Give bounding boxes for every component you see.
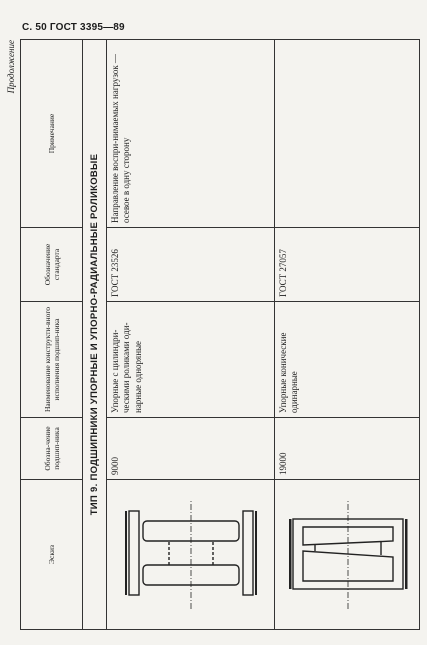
rotated-table-container <box>6 40 420 630</box>
table-row <box>107 40 275 630</box>
page-header: С. 50 ГОСТ 3395—89 <box>22 22 125 33</box>
note-cell <box>275 40 420 228</box>
column-header-sketch: Эскиз <box>21 480 83 630</box>
table-header-row <box>21 40 83 630</box>
construction-cell: Упорные конические одинарные <box>275 302 420 418</box>
column-header-note: Примечание <box>21 40 83 228</box>
designation-cell: 19000 <box>275 418 420 480</box>
table-row <box>275 40 420 630</box>
note-cell: Направление воспри-нимаемых нагрузок — осевое в одну сторону <box>107 40 275 228</box>
standard-cell: ГОСТ 23526 <box>107 228 275 302</box>
section-row <box>83 40 107 630</box>
cylindrical-roller-thrust-bearing-sketch <box>107 479 275 629</box>
column-header-construction: Наименование конструкти-вного исполнения подшип-ника <box>21 302 83 418</box>
standard-cell: ГОСТ 27057 <box>275 228 420 302</box>
column-header-standard: Обозначение стандарта <box>21 228 83 302</box>
section-title: ТИП 9. ПОДШИПНИКИ УПОРНЫЕ И УПОРНО-РАДИАЛЬНЫЕ РОЛИКОВЫЕ <box>83 40 107 630</box>
sketch-cell-cylindrical <box>107 480 275 630</box>
bearing-spec-table <box>20 39 420 630</box>
tapered-roller-thrust-bearing-sketch <box>275 479 421 629</box>
sketch-cell-conical <box>275 480 420 630</box>
column-header-designation: Обозна-чение подшип-ника <box>21 418 83 480</box>
construction-cell: Упорные с цилиндри-ческими роликами оди-нарные одноряные <box>107 302 275 418</box>
document-sheet <box>6 40 420 630</box>
continued-label: Продолжение <box>6 40 16 94</box>
designation-cell: 9000 <box>107 418 275 480</box>
